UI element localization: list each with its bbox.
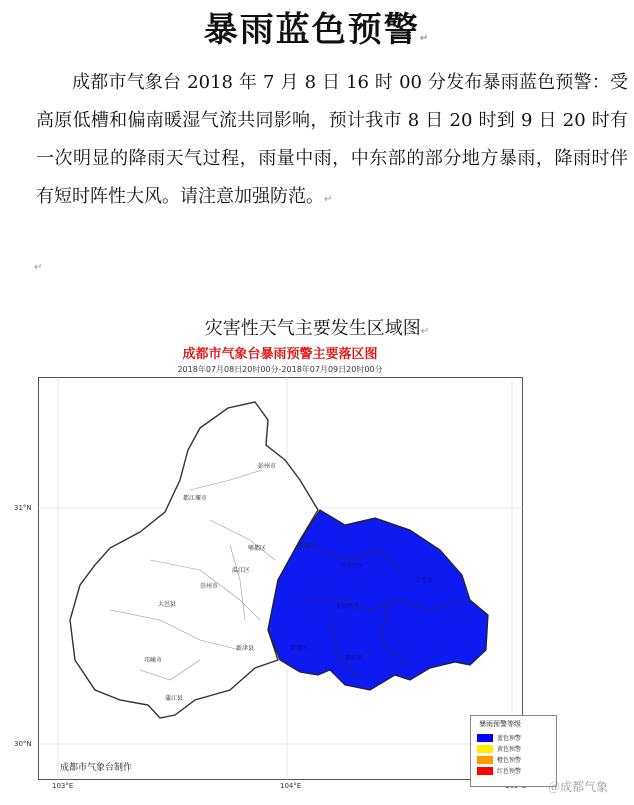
map-credit: 成都市气象台制作 [60,763,133,773]
legend-label-red: 红色预警 [497,768,522,775]
legend-swatch-blue [477,734,493,742]
label-pujiang: 蒲江县 [165,695,184,702]
legend-label-blue: 蓝色预警 [497,735,522,742]
legend-swatch-red [477,767,493,775]
legend-row-orange [477,754,556,765]
empty-paragraph-mark: ↵ [34,262,43,273]
label-xindu: 新都区 [298,543,317,550]
label-qingbaijiang: 青白江区 [340,563,365,570]
map-subtitle: 2018年07月08日20时00分-2018年07月09日20时00分 [177,365,383,374]
lon-label-104: 104°E [280,782,302,790]
legend-row-yellow [477,743,556,754]
label-wenjiang: 温江区 [232,567,251,574]
label-dujiangyan: 都江堰市 [183,495,208,502]
lon-label-103: 103°E [52,782,74,790]
label-pidu: 郫都区 [248,545,267,552]
label-dayi: 大邑县 [158,601,177,608]
label-xinjin: 新津县 [236,645,255,652]
legend-label-yellow: 黄色预警 [497,746,522,753]
legend-title: 暴雨预警等级 [479,720,521,728]
label-longquanyi: 龙泉驿区 [335,603,360,610]
label-chongzhou: 崇州市 [200,583,219,590]
map-title: 成都市气象台暴雨预警主要落区图 [182,347,378,362]
label-jintang: 金堂县 [415,577,434,584]
warning-legend [470,715,557,787]
label-jianyang: 简阳市 [345,655,364,662]
document-title: 暴雨蓝色预警↵ [203,10,431,50]
label-pengzhou: 彭州市 [258,463,277,470]
chengdu-boundary [70,402,318,718]
weibo-watermark: ＠成都气象 [548,780,609,794]
legend-swatch-orange [477,756,493,764]
legend-label-orange: 橙色预警 [497,757,522,764]
label-shuangliu: 双流区 [290,645,309,652]
legend-row-red [477,765,556,776]
lat-label-31: 31°N [14,504,32,512]
warning-paragraph: 成都市气象台 2018 年 7 月 8 日 16 时 00 分发布暴雨蓝色预警：受高原低槽和偏南暖湿气流共同影响，预计我市 8 日 20 时到 9 日 20 时有一次明显的降雨天气过程，雨量中雨，中东部的部分地方暴雨，降雨时伴有短时阵性大风。请注意加强防范。↵ [36,72,628,207]
legend-row-blue [477,732,556,743]
lat-label-30: 30°N [14,740,32,748]
figure-caption: 灾害性天气主要发生区域图↵ [204,318,430,339]
legend-swatch-yellow [477,745,493,753]
label-qionglai: 邛崃市 [144,657,163,664]
